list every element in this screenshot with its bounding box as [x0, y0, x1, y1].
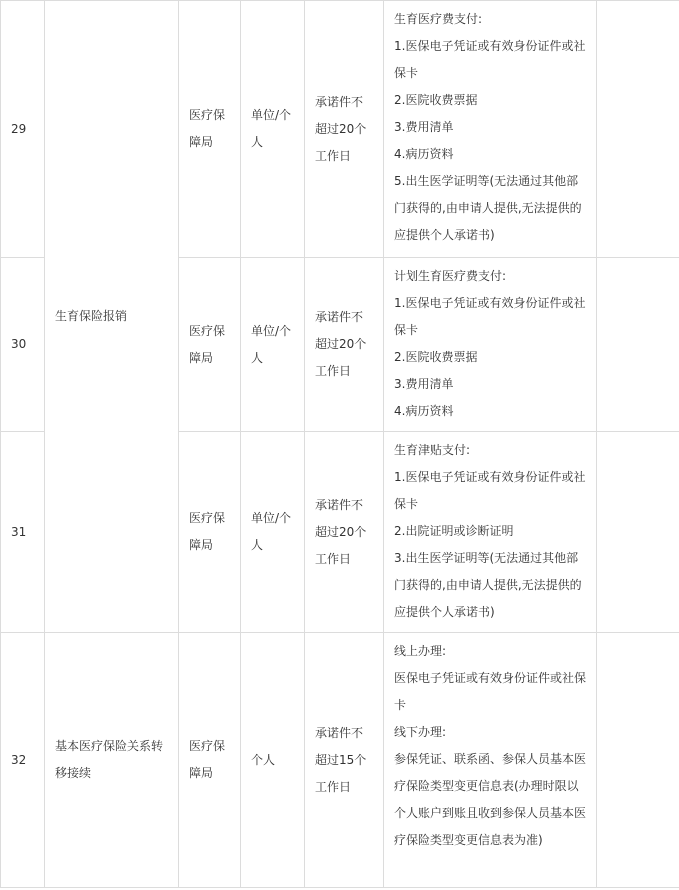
- requirement-line: 2.医院收费票据: [394, 350, 478, 364]
- empty-cell: [597, 633, 679, 888]
- applicant-type: 个人: [241, 633, 305, 888]
- requirement-line: 1.医保电子凭证或有效身份证件或社保卡: [394, 470, 586, 511]
- requirement-line: 生育津贴支付:: [394, 443, 471, 457]
- processing-time: 承诺件不超过15个工作日: [305, 633, 384, 888]
- requirement-line: 2.医院收费票据: [394, 93, 478, 107]
- applicant-type: 单位/个人: [241, 1, 305, 258]
- empty-cell: [597, 258, 679, 432]
- processing-time: 承诺件不超过20个工作日: [305, 258, 384, 432]
- requirement-line: 5.出生医学证明等(无法通过其他部门获得的,由申请人提供,无法提供的应提供个人承诺书): [394, 174, 582, 242]
- required-materials: [384, 432, 597, 633]
- requirement-line: 2.出院证明或诊断证明: [394, 524, 514, 538]
- requirement-line: 计划生育医疗费支付:: [394, 269, 507, 283]
- required-materials: [384, 258, 597, 432]
- item-name: 基本医疗保险关系转移接续: [45, 633, 179, 888]
- requirement-line: 线下办理:: [394, 725, 447, 739]
- processing-time: 承诺件不超过20个工作日: [305, 432, 384, 633]
- requirement-line: 1.医保电子凭证或有效身份证件或社保卡: [394, 296, 586, 337]
- required-materials: [384, 1, 597, 258]
- department: 医疗保障局: [179, 258, 241, 432]
- row-number: 31: [1, 432, 45, 633]
- table-row: [1, 1, 679, 258]
- requirement-line: 3.费用清单: [394, 120, 454, 134]
- requirement-line: 4.病历资料: [394, 147, 454, 161]
- department: 医疗保障局: [179, 633, 241, 888]
- department: 医疗保障局: [179, 432, 241, 633]
- requirement-line: 参保凭证、联系函、参保人员基本医疗保险类型变更信息表(办理时限以个人账户到账且收到参保人员基本医疗保险类型变更信息表为准): [394, 752, 587, 847]
- department: 医疗保障局: [179, 1, 241, 258]
- required-materials: [384, 633, 597, 888]
- applicant-type: 单位/个人: [241, 432, 305, 633]
- row-number: 29: [1, 1, 45, 258]
- requirement-line: 医保电子凭证或有效身份证件或社保卡: [394, 671, 587, 712]
- table-row: [1, 633, 679, 888]
- empty-cell: [597, 1, 679, 258]
- requirement-line: 生育医疗费支付:: [394, 12, 483, 26]
- row-number: 32: [1, 633, 45, 888]
- requirement-line: 3.出生医学证明等(无法通过其他部门获得的,由申请人提供,无法提供的应提供个人承诺书): [394, 551, 582, 619]
- processing-time: 承诺件不超过20个工作日: [305, 1, 384, 258]
- requirement-line: 1.医保电子凭证或有效身份证件或社保卡: [394, 39, 586, 80]
- applicant-type: 单位/个人: [241, 258, 305, 432]
- requirement-line: 3.费用清单: [394, 377, 454, 391]
- requirement-line: 线上办理:: [394, 644, 447, 658]
- row-number: 30: [1, 258, 45, 432]
- empty-cell: [597, 432, 679, 633]
- item-name: 生育保险报销: [45, 1, 179, 633]
- requirement-line: 4.病历资料: [394, 404, 454, 418]
